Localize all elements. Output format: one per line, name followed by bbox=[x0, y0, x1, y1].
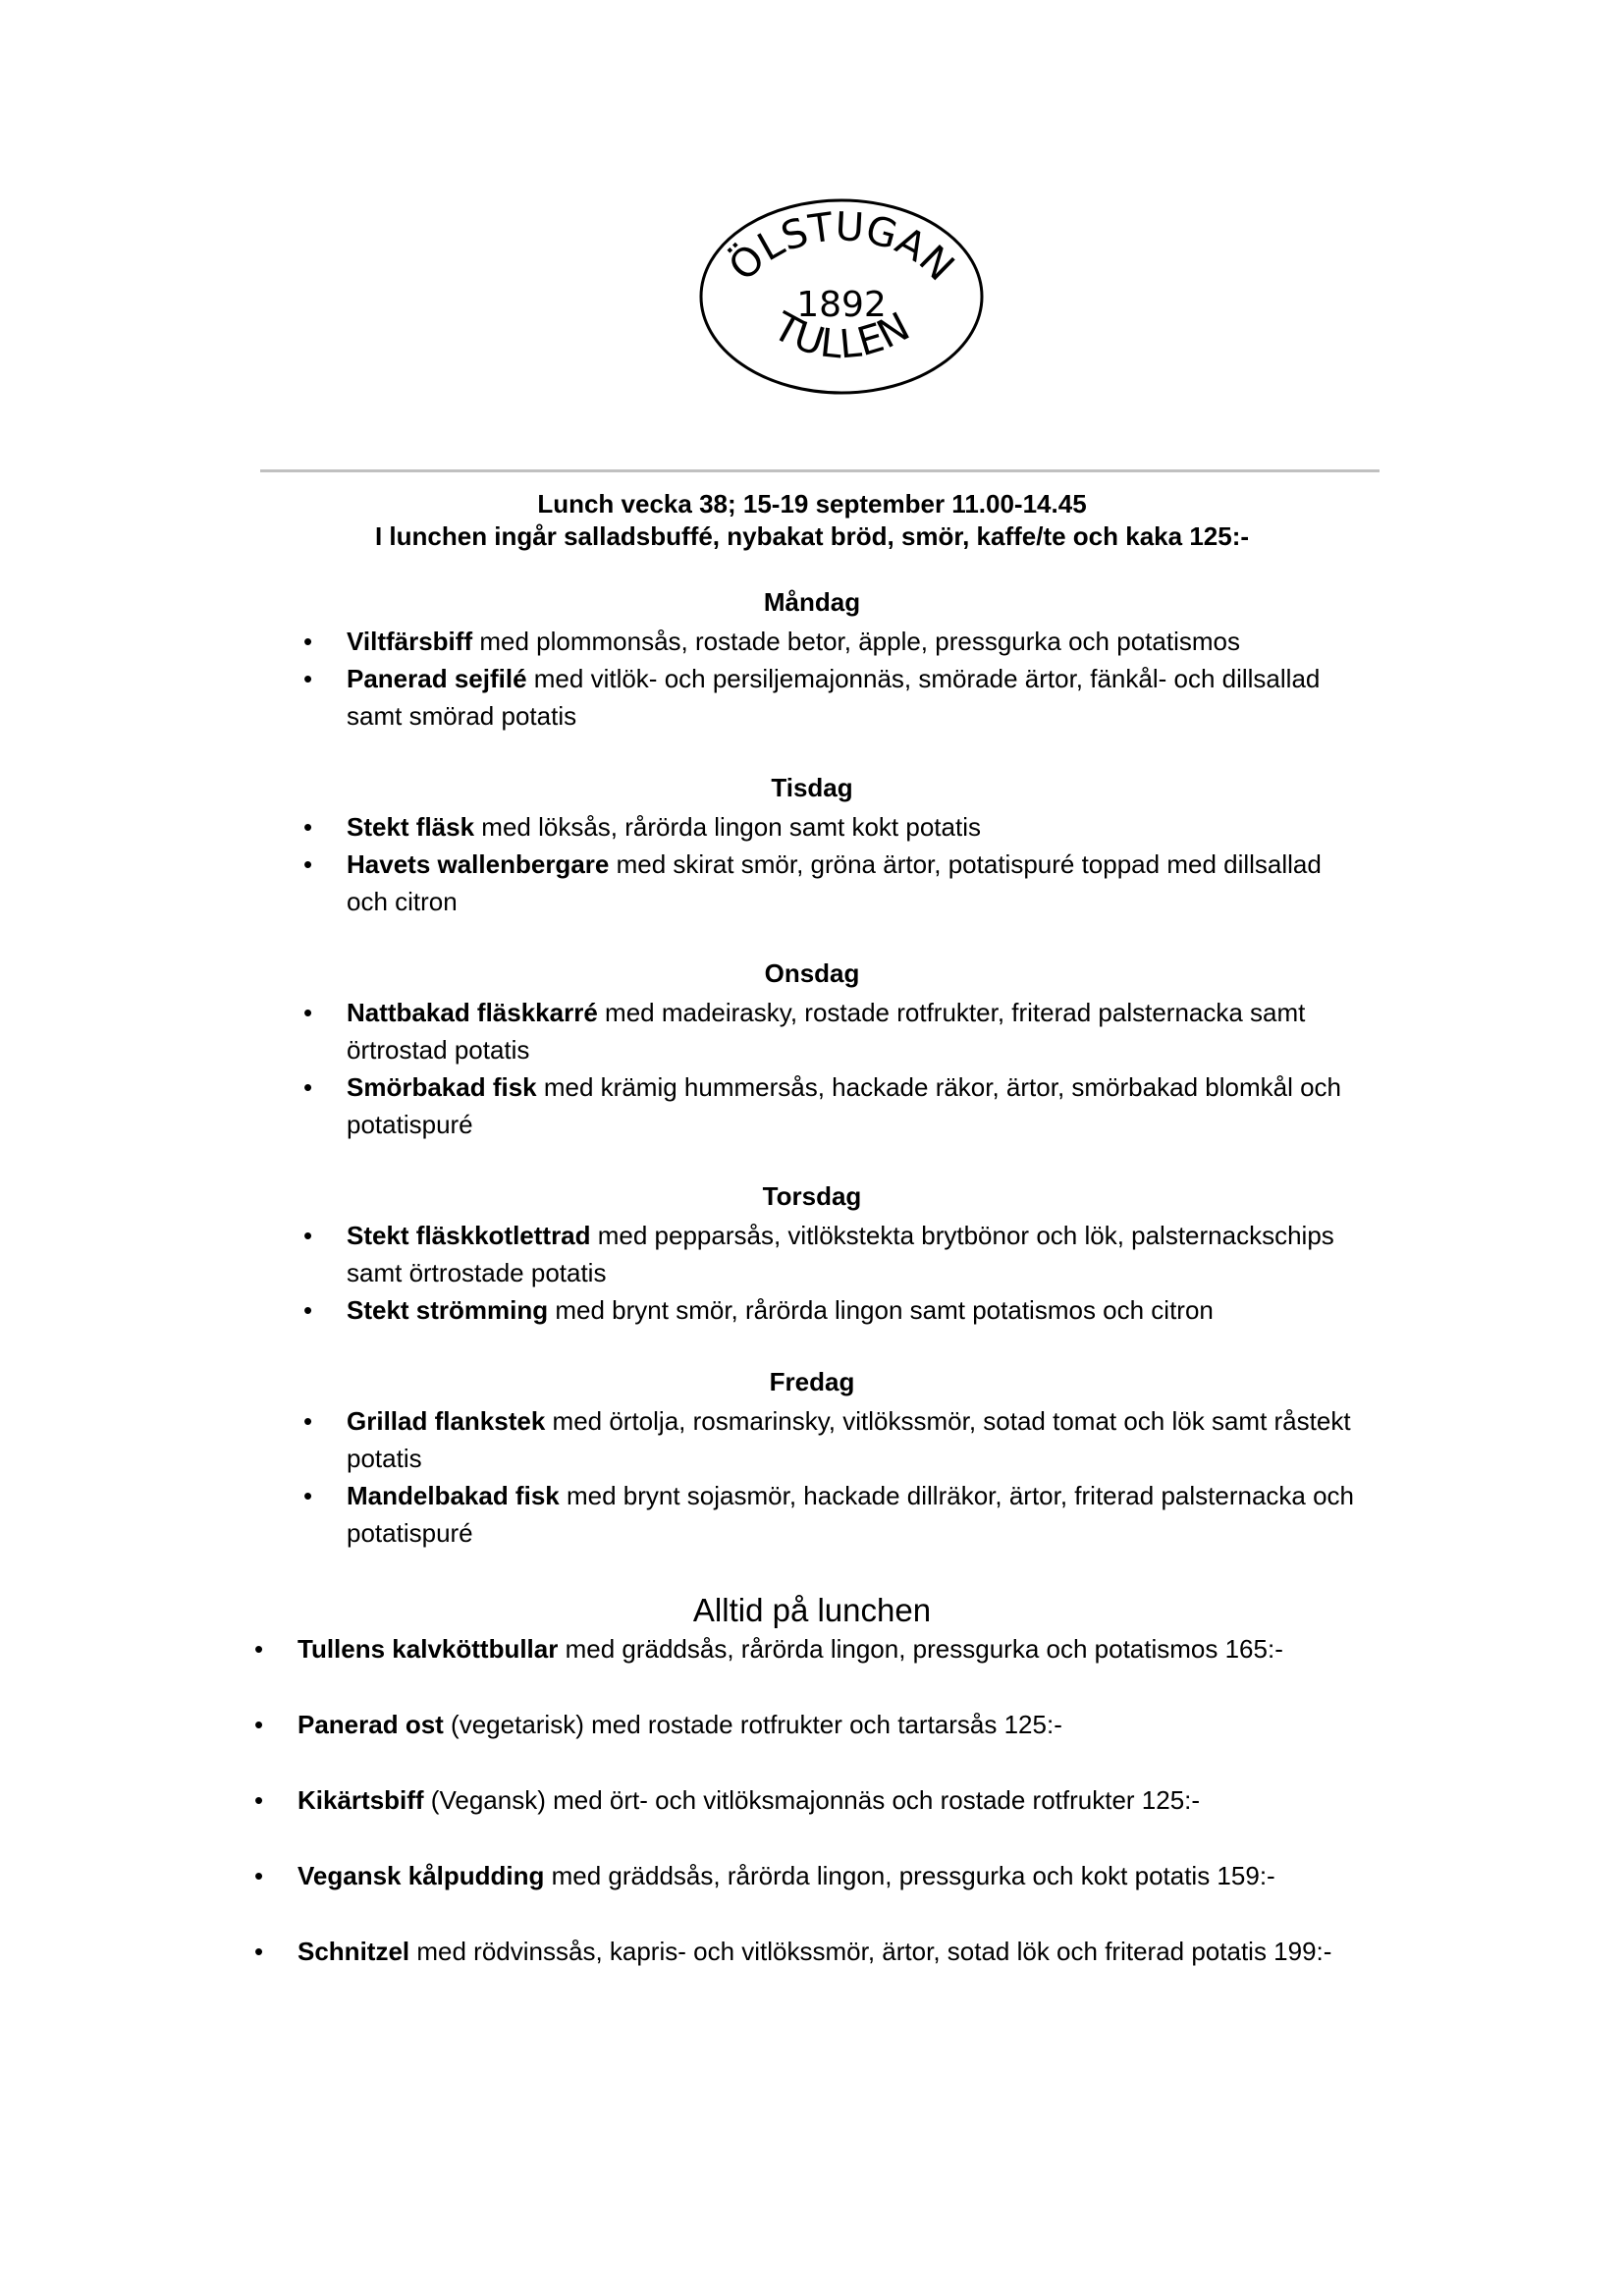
dish-name: Stekt fläskkotlettrad bbox=[347, 1221, 591, 1250]
list-item bbox=[254, 1934, 1476, 1971]
list-item bbox=[303, 1069, 1436, 1143]
menu-subtitle: I lunchen ingår salladsbuffé, nybakat bröd, smör, kaffe/te och kaka 125:- bbox=[374, 521, 1250, 551]
dish-name: Smörbakad fisk bbox=[347, 1072, 537, 1102]
menu-title: Lunch vecka 38; 15-19 september 11.00-14.45 bbox=[537, 489, 1087, 519]
dish-description: med krämig hummersås, hackade räkor, ärtor, smörbakad blomkål och bbox=[536, 1072, 1341, 1102]
dish-name: Vegansk kålpudding bbox=[298, 1861, 545, 1890]
dish-description-cont: samt smörad potatis bbox=[347, 700, 577, 731]
dish-name: Mandelbakad fisk bbox=[347, 1481, 560, 1510]
dish-description: med plommonsås, rostade betor, äpple, pressgurka och potatismos bbox=[472, 627, 1240, 656]
dish-name: Schnitzel bbox=[298, 1937, 410, 1966]
bullet-icon: • bbox=[303, 849, 313, 879]
list-item bbox=[303, 1403, 1436, 1477]
list-item bbox=[254, 1782, 1476, 1820]
dish-description-cont: potatispuré bbox=[347, 1109, 473, 1139]
dish-name: Tullens kalvköttbullar bbox=[298, 1634, 559, 1664]
olstugan-logo bbox=[697, 196, 986, 397]
bullet-icon: • bbox=[254, 1861, 264, 1890]
list-item bbox=[303, 809, 1436, 847]
dish-description-cont: samt örtrostade potatis bbox=[347, 1257, 607, 1287]
bullet-icon: • bbox=[303, 1072, 313, 1102]
list-item bbox=[303, 624, 1436, 661]
dish-description: med gräddsås, rårörda lingon, pressgurka och kokt potatis 159:- bbox=[544, 1861, 1275, 1890]
list-item bbox=[303, 1292, 1436, 1330]
list-item bbox=[254, 1631, 1476, 1668]
day-heading-tisdag: Tisdag bbox=[771, 773, 853, 802]
dish-description: med brynt sojasmör, hackade dillräkor, ärtor, friterad palsternacka och bbox=[559, 1481, 1355, 1510]
bullet-icon: • bbox=[254, 1634, 264, 1664]
dish-description: med skirat smör, gröna ärtor, potatispuré toppad med dillsallad bbox=[609, 849, 1322, 879]
day-heading-mandag: Måndag bbox=[763, 587, 861, 617]
bullet-icon: • bbox=[303, 998, 313, 1027]
dish-name: Havets wallenbergare bbox=[347, 849, 610, 879]
bullet-icon: • bbox=[254, 1710, 264, 1739]
bullet-icon: • bbox=[303, 627, 313, 656]
dish-name: Stekt fläsk bbox=[347, 812, 475, 842]
dish-description: med löksås, rårörda lingon samt kokt potatis bbox=[474, 812, 981, 842]
bullet-icon: • bbox=[303, 1481, 313, 1510]
dish-description: (vegetarisk) med rostade rotfrukter och tartarsås 125:- bbox=[443, 1710, 1062, 1739]
dish-description: med gräddsås, rårörda lingon, pressgurka och potatismos 165:- bbox=[558, 1634, 1283, 1664]
bullet-icon: • bbox=[303, 1295, 313, 1325]
day-heading-fredag: Fredag bbox=[769, 1367, 855, 1396]
list-item bbox=[303, 1218, 1436, 1291]
list-item bbox=[303, 661, 1436, 735]
divider-line bbox=[260, 469, 1380, 472]
dish-description-cont: örtrostad potatis bbox=[347, 1034, 530, 1065]
logo-text-top: ÖLSTUGAN bbox=[720, 204, 963, 291]
list-item bbox=[303, 847, 1436, 920]
dish-description: med vitlök- och persiljemajonnäs, smörade ärtor, fänkål- och dillsallad bbox=[526, 664, 1321, 693]
dish-description: med örtolja, rosmarinsky, vitlökssmör, sotad tomat och lök samt råstekt bbox=[545, 1406, 1351, 1436]
logo-year: 1892 bbox=[796, 285, 887, 325]
day-heading-torsdag: Torsdag bbox=[762, 1181, 862, 1211]
bullet-icon: • bbox=[303, 1406, 313, 1436]
bullet-icon: • bbox=[303, 1221, 313, 1250]
dish-description-cont: potatispuré bbox=[347, 1517, 473, 1548]
dish-description: med pepparsås, vitlökstekta brytbönor och lök, palsternackschips bbox=[590, 1221, 1334, 1250]
bullet-icon: • bbox=[254, 1785, 264, 1815]
always-heading: Alltid på lunchen bbox=[692, 1592, 932, 1628]
dish-name: Stekt strömming bbox=[347, 1295, 549, 1325]
dish-name: Grillad flankstek bbox=[347, 1406, 546, 1436]
dish-description: med rödvinssås, kapris- och vitlökssmör, ärtor, sotad lök och friterad potatis 199:- bbox=[409, 1937, 1332, 1966]
dish-description: med brynt smör, rårörda lingon samt potatismos och citron bbox=[548, 1295, 1214, 1325]
list-item bbox=[303, 1478, 1436, 1552]
dish-name: Nattbakad fläskkarré bbox=[347, 998, 598, 1027]
dish-description: med madeirasky, rostade rotfrukter, friterad palsternacka samt bbox=[597, 998, 1306, 1027]
bullet-icon: • bbox=[303, 664, 313, 693]
day-heading-onsdag: Onsdag bbox=[764, 958, 860, 988]
dish-name: Panerad sejfilé bbox=[347, 664, 527, 693]
dish-description: (Vegansk) med ört- och vitlöksmajonnäs och rostade rotfrukter 125:- bbox=[423, 1785, 1201, 1815]
dish-name: Kikärtsbiff bbox=[298, 1785, 424, 1815]
list-item bbox=[254, 1707, 1476, 1744]
dish-description-cont: potatis bbox=[347, 1443, 422, 1473]
dish-description-cont: och citron bbox=[347, 886, 458, 916]
dish-name: Panerad ost bbox=[298, 1710, 444, 1739]
list-item bbox=[254, 1858, 1476, 1895]
logo-text-bottom: TULLEN bbox=[765, 303, 918, 368]
list-item bbox=[303, 995, 1436, 1068]
bullet-icon: • bbox=[254, 1937, 264, 1966]
bullet-icon: • bbox=[303, 812, 313, 842]
dish-name: Viltfärsbiff bbox=[347, 627, 473, 656]
